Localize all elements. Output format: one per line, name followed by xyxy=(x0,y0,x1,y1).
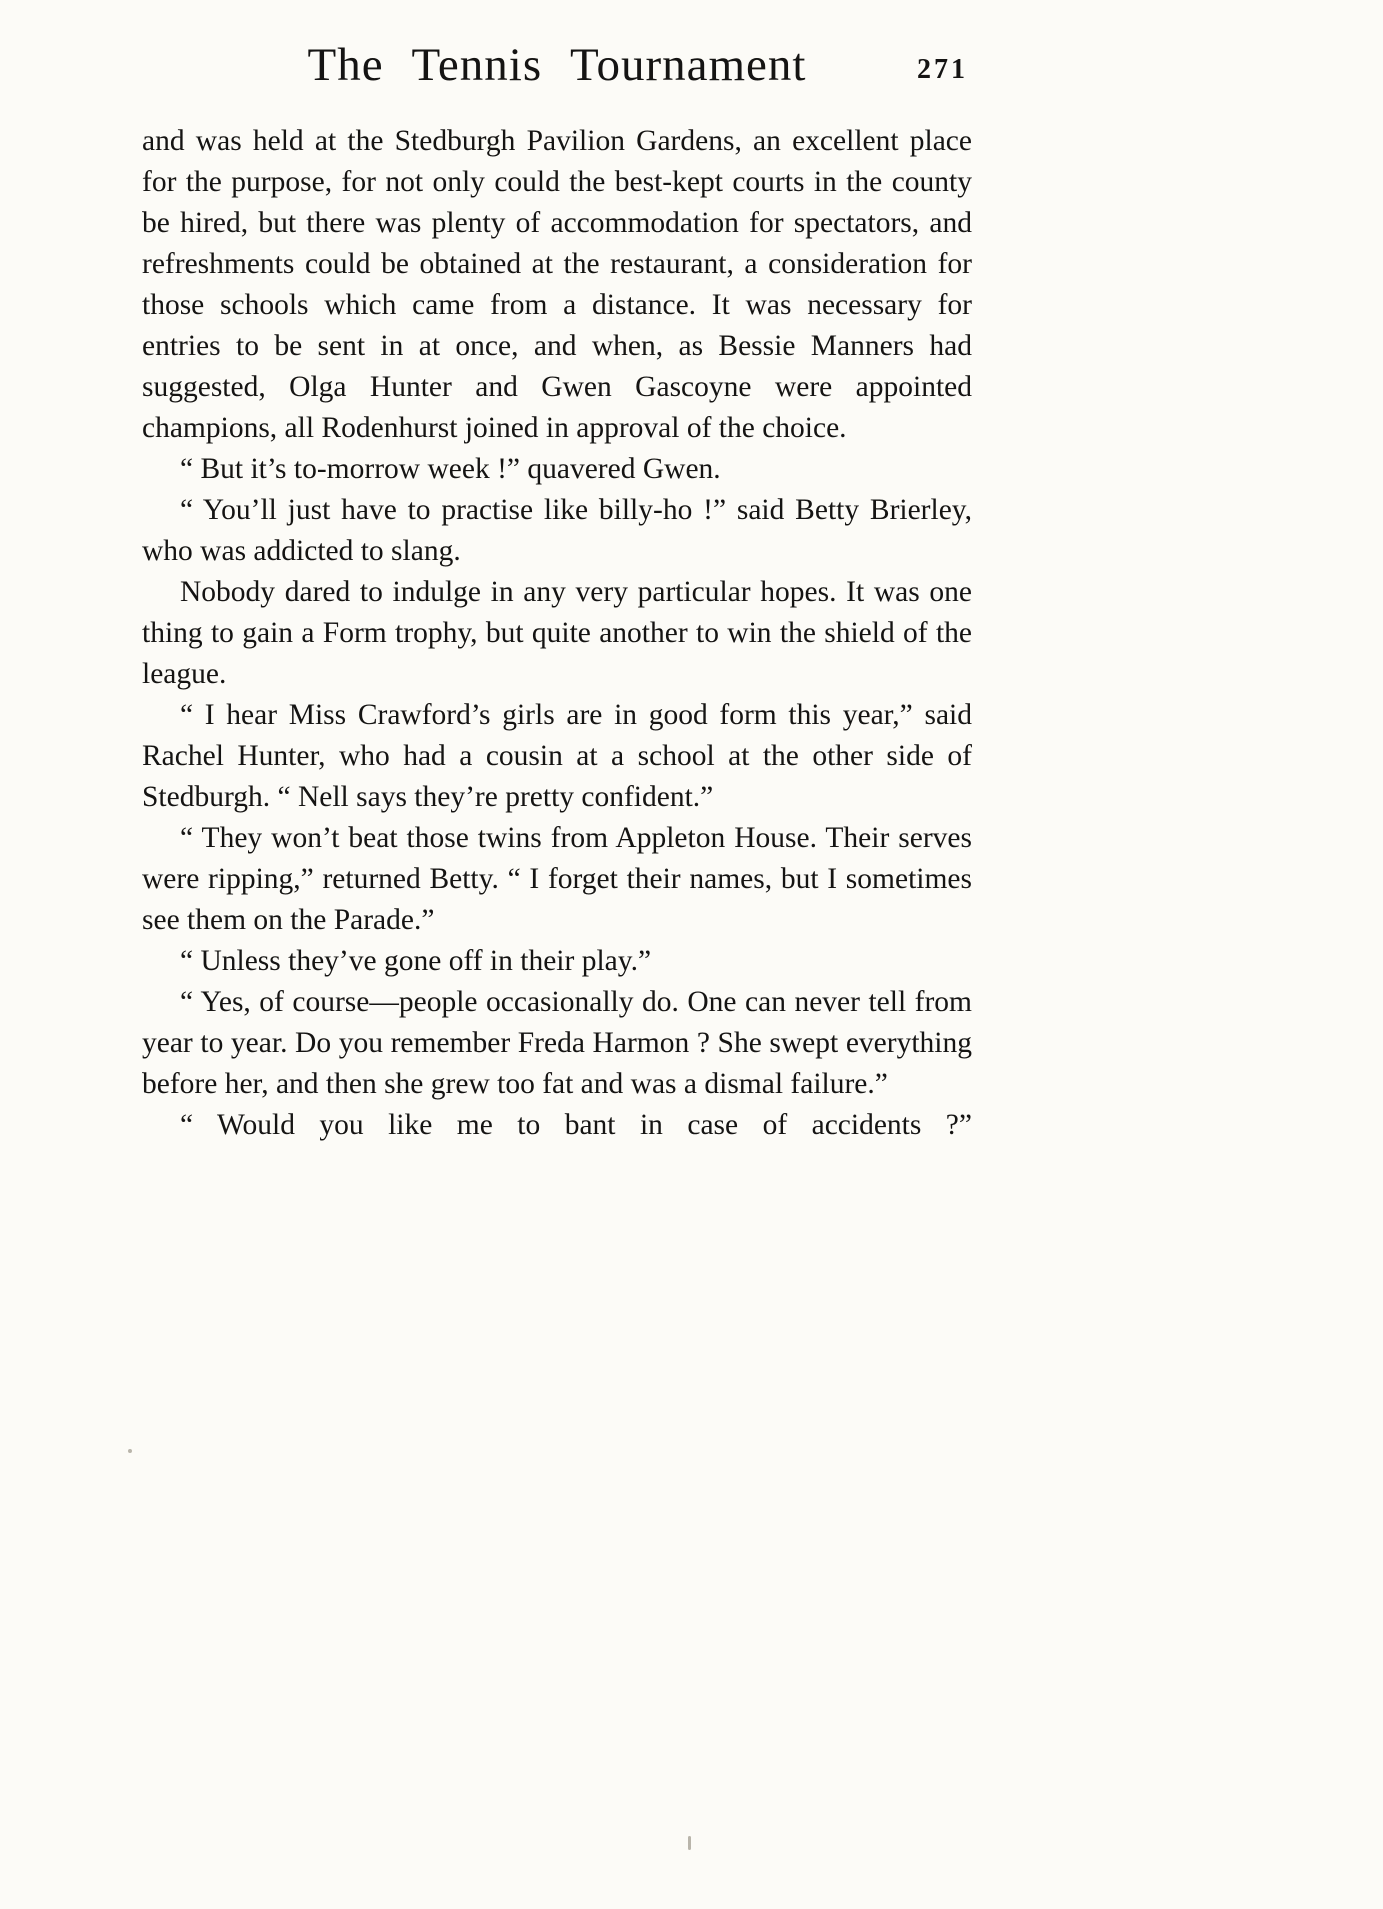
paragraph: “ But it’s to-morrow week !” quavered Gwen. xyxy=(180,453,721,485)
page-text-block xyxy=(142,121,972,1146)
paragraph: “ Would you like me to bant in case of accidents ?” xyxy=(180,1109,972,1141)
scan-speck xyxy=(128,1449,132,1453)
paragraph: “ They won’t beat those twins from Appleton House. Their serves were ripping,” returned Betty. “ I forget their names, but I sometimes see them on the Parade.” xyxy=(142,822,972,936)
page-number: 271 xyxy=(917,54,968,85)
paragraph: “ I hear Miss Crawford’s girls are in good form this year,” said Rachel Hunter, who had a cousin at a school at the other side of Stedburgh. “ Nell says they’re pretty confident.” xyxy=(142,699,972,813)
paragraph: “ Unless they’ve gone off in their play.” xyxy=(180,945,652,977)
page-title: The Tennis Tournament xyxy=(307,39,807,91)
paragraph: and was held at the Stedburgh Pavilion Gardens, an excellent place for the purpose, for not only could the best-kept courts in the county be hired, but there was plenty of accommodation for spectators, and refreshments could be obtained at the restaurant, a consideration for those schools which came from a distance. It was necessary for entries to be sent in at once, and when, as Bessie Manners had suggested, Olga Hunter and Gwen Gascoyne were appointed champions, all Rodenhurst joined in approval of the choice. xyxy=(142,125,972,444)
paragraph: “ Yes, of course—people occasionally do. One can never tell from year to year. Do you remember Freda Harmon ? She swept everything before her, and then she grew too fat and was a dismal failure.” xyxy=(142,986,972,1100)
scan-speck xyxy=(688,1836,691,1850)
paragraph: Nobody dared to indulge in any very particular hopes. It was one thing to gain a Form trophy, but quite another to win the shield of the league. xyxy=(142,576,972,690)
page-header xyxy=(142,38,972,108)
paragraph: “ You’ll just have to practise like billy-ho !” said Betty Brierley, who was addicted to slang. xyxy=(142,494,972,567)
